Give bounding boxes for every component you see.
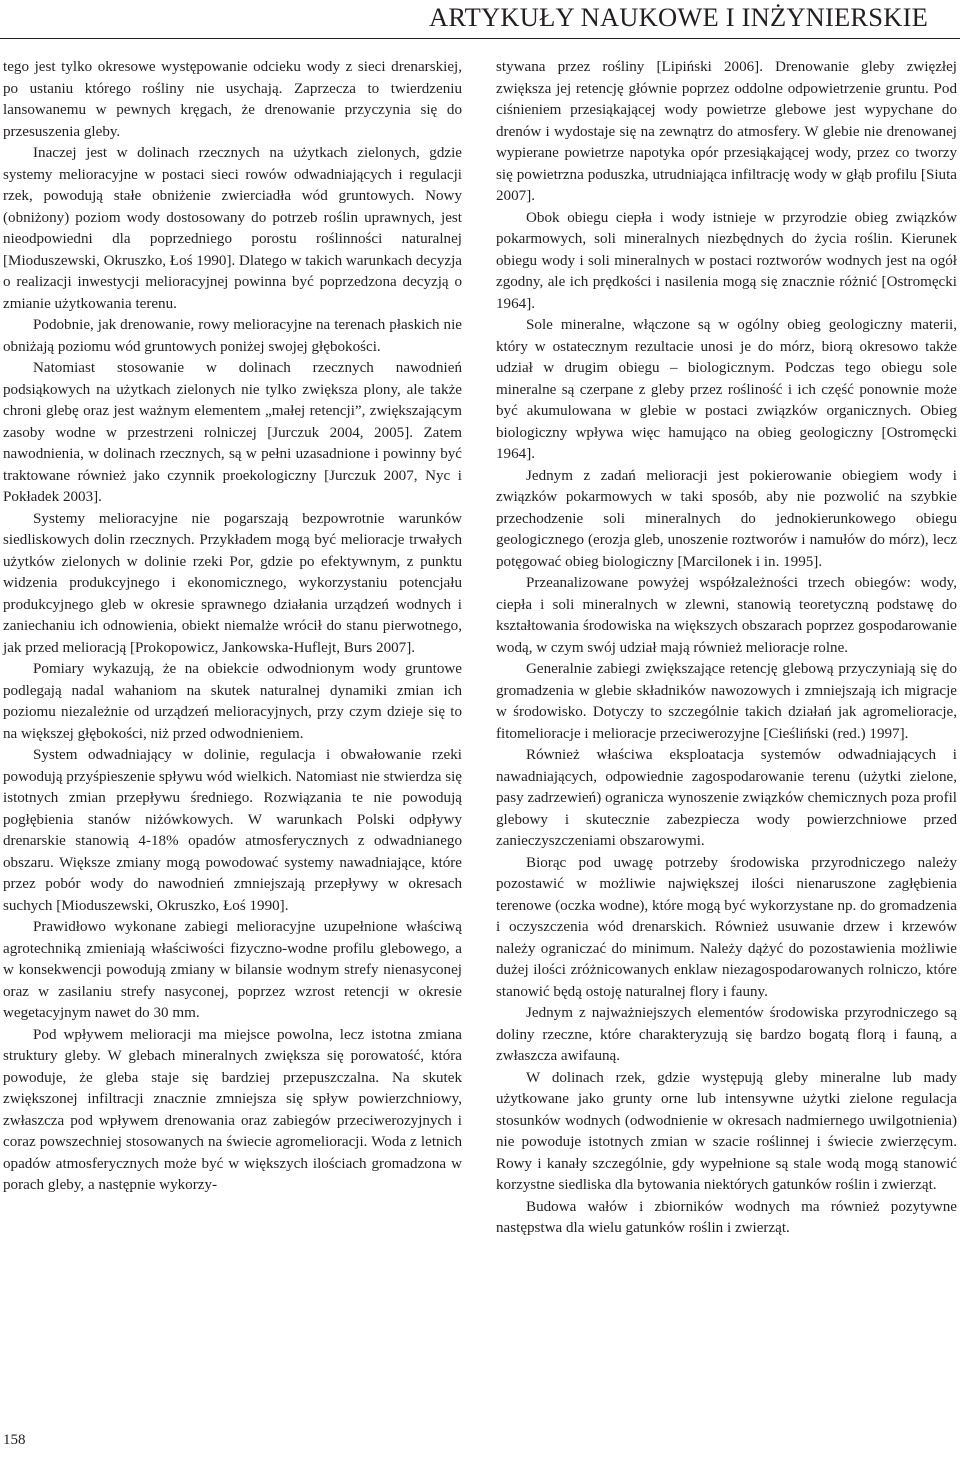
paragraph: System odwadniający w dolinie, regulacja i obwałowanie rzeki powodują przyśpieszenie spływu wód wielkich. Natomiast nie stwierdza się istotnych zmian przepływu średniego. Rozwiązania te nie powodują pogłębienia stanów niżówkowych. W warunkach Polski odpływy drenarskie stanowią 4-18% opadów atmosferycznych z odwadnianego obszaru. Większe zmiany mogą powodować systemy nawadniające, które przez pobór wody do nawodnień zmniejszają przepływy w okresach suchych [Mioduszewski, Okruszko, Łoś 1990].	[3, 747, 462, 914]
paragraph: Budowa wałów i zbiorników wodnych ma również pozytywne następstwa dla wielu gatunków roślin i zwierząt.	[496, 1198, 957, 1236]
paragraph: Pod wpływem melioracji ma miejsce powolna, lecz istotna zmiana struktury gleby. W glebach mineralnych zwiększa się porowatość, która powoduje, że gleba staje się bardziej przepuszczalna. Na skutek zwiększonej infiltracji znacznie zmniejsza się spływ powierzchniowy, zwłaszcza pod wpływem drenowania oraz zabiegów przeciwerozyjnych i coraz powszechniej stosowanych na świecie agromelioracji. Woda z letnich opadów atmosferycznych może być w większych ilościach gromadzona w porach gleby, a następnie wykorzy-	[3, 1026, 462, 1193]
paragraph: Inaczej jest w dolinach rzecznych na użytkach zielonych, gdzie systemy melioracyjne w postaci sieci rowów odwadniających i regulacji rzek, powodują stałe obniżenie zwierciadła wód gruntowych. Nowy (obniżony) poziom wody dostosowany do potrzeb roślin uprawnych, jest nieodpowiedni dla poprzedniego porostu roślinności naturalnej [Mioduszewski, Okruszko, Łoś 1990]. Dlatego w takich warunkach decyzja o realizacji inwestycji melioracyjnej powinna być poprzedzona decyzją o zmianie użytkowania terenu.	[3, 145, 462, 312]
paragraph: stywana przez rośliny [Lipiński 2006]. Drenowanie gleby zwięzłej zwiększa jej retencję głównie poprzez oddolne odpowietrzenie gruntu. Pod ciśnieniem przesiąkającej wody powietrze glebowe jest wypychane do drenów i wydostaje się na zewnątrz do atmosfery. W glebie nie drenowanej wypierane powietrze napotyka opór przesiąkającej wody, przez co tworzy się powietrzna poduszka, utrudniająca infiltrację wody w głąb profilu [Siuta 2007].	[496, 59, 957, 204]
paragraph: Systemy melioracyjne nie pogarszają bezpowrotnie warunków siedliskowych dolin rzecznych. Przykładem mogą być melioracje trwałych użytków zielonych w dolinie rzeki Por, gdzie po efektywnym, z punktu widzenia produkcyjnego i ekonomicznego, wykorzystaniu potencjału produkcyjnego gleb w okresie sprawnego działania urządzeń wodnych i zaniechaniu ich odnowienia, obiekt niemalże wrócił do stanu pierwotnego, jak przed melioracją [Prokopowicz, Jankowska-Huflejt, Burs 2007].	[3, 510, 462, 656]
left-text-column	[3, 57, 462, 1197]
page-number: 158	[3, 1432, 26, 1448]
paragraph: Jednym z zadań melioracji jest pokierowanie obiegiem wody i związków pokarmowych w taki sposób, aby nie pozwolić na szybkie przechodzenie soli mineralnych do jednokierunkowego obiegu geologicznego (erozja gleb, unoszenie roztworów i namułów do mórz), lecz potęgować obieg biologiczny [Marcilonek i in. 1995].	[496, 467, 957, 570]
paragraph: Natomiast stosowanie w dolinach rzecznych nawodnień podsiąkowych na użytkach zielonych nie tylko zwiększa plony, ale także chroni glebę oraz jest ważnym elementem „małej retencji”, zwiększającym zasoby wodne w przestrzeni rolniczej [Jurczuk 2004, 2005]. Zatem nawodnienia, w dolinach rzecznych, są w pełni uzasadnione i powinny być traktowane również jako czynnik proekologiczny [Jurczuk 2007, Nyc i Pokładek 2003].	[3, 360, 462, 505]
paragraph: Prawidłowo wykonane zabiegi melioracyjne uzupełnione właściwą agrotechniką zmieniają właściwości fizyczno-wodne profilu glebowego, a w konsekwencji powodują zmiany w bilansie wodnym strefy nienasyconej oraz w zasilaniu strefy nasyconej, poprzez wzrost retencji w okresie wegetacyjnym nawet do 30 mm.	[3, 919, 462, 1021]
paragraph: Przeanalizowane powyżej współzależności trzech obiegów: wody, ciepła i soli mineralnych w zlewni, stanowią teoretyczną podstawę do kształtowania środowiska na większych obszarach poprzez gospodarowanie wodą, w czym swój udział mają również melioracje rolne.	[496, 575, 957, 656]
page-header	[0, 0, 960, 44]
paragraph: Biorąc pod uwagę potrzeby środowiska przyrodniczego należy pozostawić w możliwie największej ilości nienaruszone zagłębienia terenowe (oczka wodne), które mogą być wykorzystane np. do gromadzenia i oczyszczenia wód drenarskich. Również usuwanie drzew i krzewów należy ograniczać do minimum. Należy dążyć do pozostawienia możliwie dużej ilości zróżnicowanych enklaw niezagospodarowanych rolniczo, które stanowić będą ostoję naturalnej flory i fauny.	[496, 854, 957, 1000]
paragraph: Jednym z najważniejszych elementów środowiska przyrodniczego są doliny rzeczne, które charakteryzują się bardzo bogatą florą i fauną, a zwłaszcza awifauną.	[496, 1005, 957, 1064]
right-text-column	[496, 57, 957, 1240]
paragraph: W dolinach rzek, gdzie występują gleby mineralne lub mady użytkowane jako grunty orne lub intensywne użytki zielone regulacja stosunków wodnych (odwodnienie w okresach nadmiernego uwilgotnienia) nie powoduje istotnych zmian w szacie roślinnej i świecie zwierzęcym. Rowy i kanały szczególnie, gdy wypełnione są stale wodą mogą stanowić korzystne siedliska dla bytowania niektórych gatunków roślin i zwierząt.	[496, 1069, 957, 1193]
paragraph: Obok obiegu ciepła i wody istnieje w przyrodzie obieg związków pokarmowych, soli mineralnych niezbędnych do życia roślin. Kierunek obiegu wody i soli mineralnych w postaci roztworów wodnych jest na ogół zgodny, ale ich prędkości i nasilenia mogą się znacznie różnić [Ostromęcki 1964].	[496, 209, 957, 312]
paragraph: Generalnie zabiegi zwiększające retencję glebową przyczyniają się do gromadzenia w glebie składników nawozowych i zmniejszają ich migracje w środowisko. Dotyczy to szczególnie takich działań jak agromelioracje, fitomelioracje i melioracje przeciwerozyjne [Cieśliński (red.) 1997].	[496, 661, 957, 742]
running-header-title: ARTYKUŁY NAUKOWE I INŻYNIERSKIE	[429, 2, 928, 32]
header-divider	[0, 38, 960, 39]
paragraph: Również właściwa eksploatacja systemów odwadniających i nawadniających, odpowiednie zagospodarowanie terenu (użytki zielone, pasy zadrzewień) ogranicza wynoszenie związków chemicznych poza profil glebowy i skutecznie zabezpiecza wody powierzchniowe przed zanieczyszczeniami obszarowymi.	[496, 747, 957, 849]
paragraph: Pomiary wykazują, że na obiekcie odwodnionym wody gruntowe podlegają nadal wahaniom na skutek naturalnej dynamiki zmian ich poziomu niezależnie od urządzeń melioracyjnych, przy czym dzieje się to na większej głębokości, niż przed odwodnieniem.	[3, 661, 462, 742]
paragraph: tego jest tylko okresowe występowanie odcieku wody z sieci drenarskiej, po ustaniu którego rośliny nie usychają. Zaprzecza to twierdzeniu lansowanemu w pewnych kręgach, że drenowanie przyczynia się do przesuszenia gleby.	[3, 59, 462, 140]
paragraph: Sole mineralne, włączone są w ogólny obieg geologiczny materii, który w ostatecznym rezultacie unosi je do mórz, biorą okresowo także udział w drugim obiegu – biologicznym. Podczas tego obiegu sole mineralne są czerpane z gleby przez rośliność i ich część ponownie może być akumulowana w glebie w postaci związków organicznych. Obieg biologiczny wpływa więc hamująco na obieg geologiczny [Ostromęcki 1964].	[496, 317, 957, 462]
paragraph: Podobnie, jak drenowanie, rowy melioracyjne na terenach płaskich nie obniżają poziomu wód gruntowych poniżej swojej głębokości.	[3, 317, 462, 355]
